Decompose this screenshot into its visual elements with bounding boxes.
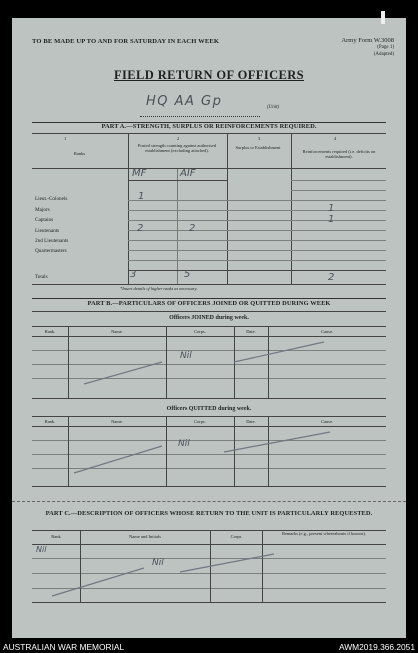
hw-total-aif: 5 [184, 269, 191, 280]
joined-col-corps: Corps. [194, 329, 206, 334]
col-number-3: 3 [258, 136, 261, 141]
joined-nil-hw: Nil [180, 351, 192, 361]
form-adapted: (Adapted) [373, 52, 394, 57]
unit-handwritten: HQ AA Gp [146, 94, 223, 109]
rank-majors: Majors [35, 207, 50, 213]
joined-heading: Officers JOINED during week. [169, 315, 249, 321]
part-c-col-name: Name and Initials [129, 534, 161, 539]
archive-footer [0, 642, 418, 653]
hw-majors-reinf: 1 [328, 203, 335, 214]
part-c-nil-hw: Nil [152, 558, 164, 568]
joined-col-rank: Rank. [44, 329, 56, 334]
part-c-stroke-right [180, 554, 274, 572]
rank-2nd-lieutenants: 2nd Lieutenants [35, 238, 69, 244]
quitted-stroke-left [74, 446, 162, 473]
footer-accession: AWM2019.366.2051 [338, 642, 415, 652]
hw-ltcol-mf: 1 [138, 191, 145, 202]
part-c-col-rank: Rank [51, 534, 61, 539]
part-c-heading: PART C.—DESCRIPTION OF OFFICERS WHOSE RETURN TO THE UNIT IS PARTICULARLY REQUESTED. [45, 510, 373, 517]
hw-lieut-aif: 2 [189, 223, 196, 234]
subheader-aif: AIF [180, 168, 196, 179]
rank-quartermasters: Quartermasters [35, 248, 67, 254]
joined-col-date: Date. [246, 329, 256, 334]
col-ranks-header: Ranks [73, 151, 86, 156]
rank-captains: Captains [35, 217, 54, 223]
part-b-heading: PART B.—PARTICULARS OF OFFICERS JOINED OR QUITTED DURING WEEK [87, 300, 331, 307]
joined-col-name: Name. [111, 329, 123, 334]
quitted-heading: Officers QUITTED during week. [166, 406, 252, 412]
rank-lieutenants: Lieutenants [35, 228, 60, 234]
joined-stroke-left [84, 362, 162, 384]
quitted-nil-hw: Nil [178, 439, 190, 449]
totals-label: Totals [35, 274, 48, 280]
rank-lt-col: Lieut.-Colonels [35, 196, 68, 202]
col-number-1: 1 [64, 136, 67, 141]
hw-lieut-mf: 2 [137, 223, 144, 234]
footer-institution: AUSTRALIAN WAR MEMORIAL [3, 642, 125, 652]
col-number-4: 4 [334, 136, 337, 141]
unit-label: (Unit) [267, 105, 280, 110]
hw-total-reinf: 2 [328, 272, 335, 283]
part-c-rank-hw: Nil [36, 545, 47, 554]
header-instruction: TO BE MADE UP TO AND FOR SATURDAY IN EACH WEEK [32, 38, 220, 45]
col-surplus-header: Surplus to Establishment [235, 145, 281, 150]
page-title: FIELD RETURN OF OFFICERS [113, 68, 305, 82]
hw-total-mf: 3 [130, 269, 137, 280]
form-page: (Page 1) [377, 45, 394, 50]
col-number-2: 2 [177, 136, 180, 141]
part-a-heading: PART A.—STRENGTH, SURPLUS OR REINFORCEMENTS REQUIRED. [101, 123, 317, 130]
part-c-col-remarks: Remarks (e.g., present whereabouts if known). [281, 531, 367, 536]
subheader-mf: MF [132, 168, 147, 179]
col-reinf-header: Reinforcements required (i.e. deficits on establishment). [302, 149, 376, 160]
handwritten-strokes [12, 18, 406, 638]
quitted-col-cause: Cause. [320, 419, 334, 424]
paper-clip-mark [381, 11, 385, 24]
form-sheet [12, 18, 406, 638]
part-c-col-corps: Corps [230, 534, 242, 539]
quitted-col-rank: Rank. [44, 419, 56, 424]
part-c-stroke-left [52, 568, 144, 596]
form-name: Army Form W.3008 [341, 37, 394, 44]
joined-stroke-right [234, 342, 324, 362]
col-posted-header: Posted strength counting against authorised establishment (excluding attached). [137, 143, 217, 154]
quitted-col-name: Name. [111, 419, 123, 424]
quitted-col-date: Date. [246, 419, 256, 424]
joined-col-cause: Cause. [320, 329, 334, 334]
quitted-col-corps: Corps. [194, 419, 206, 424]
hw-captains-reinf: 1 [328, 214, 335, 225]
quitted-stroke-right [224, 432, 330, 452]
part-a-note: *Insert details of higher ranks as necessary. [120, 286, 198, 291]
